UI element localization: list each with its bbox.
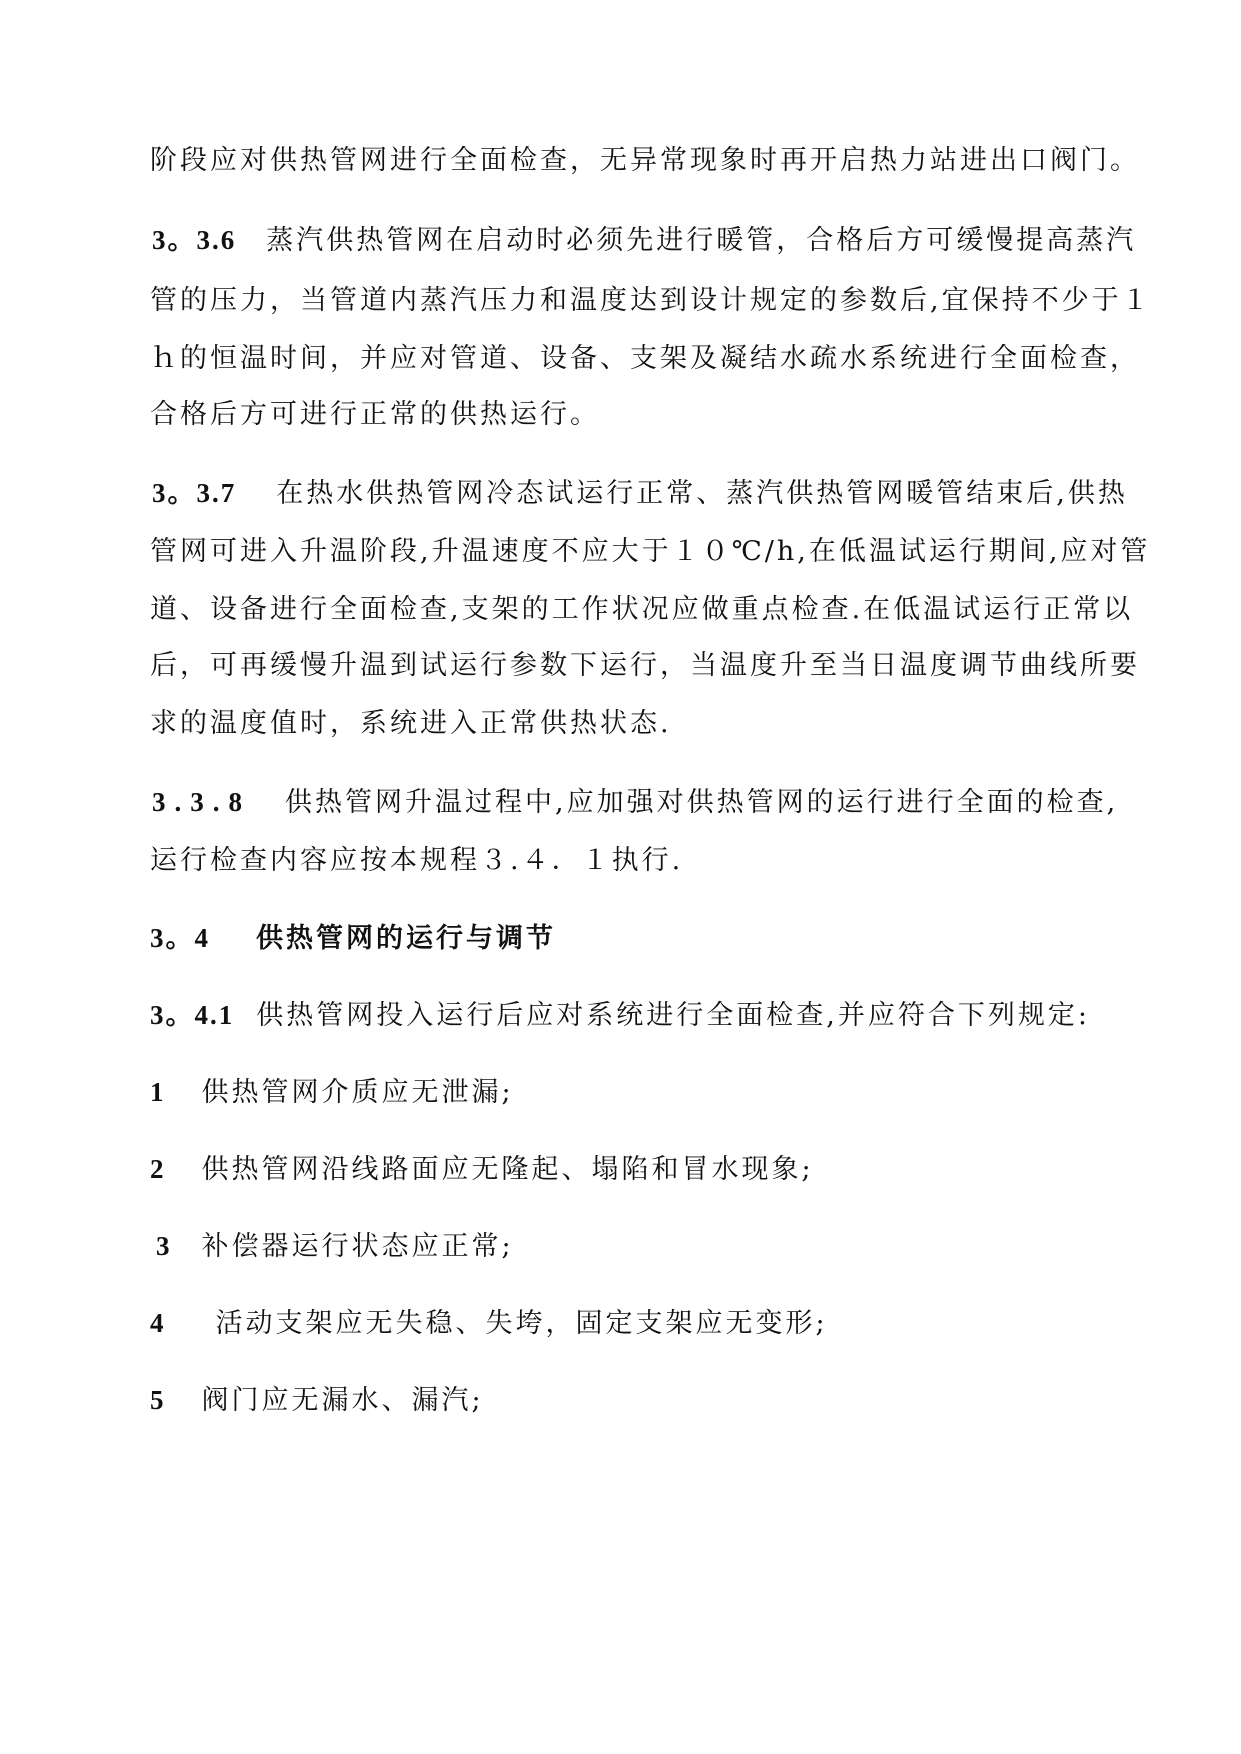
list-item-text: 补偿器运行状态应正常; — [201, 1231, 514, 1262]
list-item — [150, 1074, 1130, 1111]
section-number: 3。3.7 — [152, 478, 237, 508]
list-item — [150, 1305, 1130, 1342]
list-item-text: 供热管网沿线路面应无隆起、塌陷和冒水现象; — [201, 1154, 814, 1185]
section-3-3-8-line-1 — [152, 784, 1132, 821]
list-item — [156, 1228, 1136, 1265]
paragraph-text: 供热管网投入运行后应对系统进行全面检查,并应符合下列规定: — [256, 1000, 1090, 1031]
paragraph-line: ｈ的恒温时间，并应对管道、设备、支架及凝结水疏水系统进行全面检查， — [150, 343, 1140, 374]
list-item-number: 1 — [150, 1077, 166, 1107]
paragraph-line: 管网可进入升温阶段,升温速度不应大于１０℃/h,在低温试运行期间,应对管 — [150, 536, 1151, 567]
paragraph-text: 供热管网升温过程中,应加强对供热管网的运行进行全面的检查, — [285, 787, 1119, 818]
list-item-text: 活动支架应无失稳、失垮，固定支架应无变形; — [215, 1308, 828, 1339]
list-item-text: 供热管网介质应无泄漏; — [201, 1077, 514, 1108]
paragraph-line: 合格后方可进行正常的供热运行。 — [150, 399, 600, 430]
list-item-number: 5 — [150, 1385, 166, 1415]
paragraph-line: 后，可再缓慢升温到试运行参数下运行，当温度升至当日温度调节曲线所要 — [150, 650, 1140, 681]
section-number: 3.3.8 — [152, 787, 251, 817]
paragraph-text: 蒸汽供热管网在启动时必须先进行暖管，合格后方可缓慢提高蒸汽 — [266, 225, 1137, 256]
list-item-text: 阀门应无漏水、漏汽; — [201, 1385, 484, 1416]
list-item — [150, 1151, 1130, 1188]
list-item-number: 3 — [156, 1231, 172, 1261]
paragraph-line: 求的温度值时，系统进入正常供热状态. — [150, 708, 672, 739]
section-3-3-7-line-1 — [152, 475, 1132, 512]
list-item-number: 4 — [150, 1308, 166, 1338]
list-item-number: 2 — [150, 1154, 166, 1184]
section-number: 3。4.1 — [150, 1000, 235, 1030]
paragraph-line: 道、设备进行全面检查,支架的工作状况应做重点检查.在低温试运行正常以 — [150, 594, 1134, 625]
paragraph-text: 在热水供热管网冷态试运行正常、蒸汽供热管网暖管结束后,供热 — [276, 478, 1128, 509]
section-3-3-6-line-1 — [152, 222, 1137, 259]
paragraph-line: 阶段应对供热管网进行全面检查，无异常现象时再开启热力站进出口阀门。 — [150, 145, 1140, 176]
paragraph-line: 运行检查内容应按本规程３.４．１执行. — [150, 845, 684, 876]
paragraph-line: 管的压力，当管道内蒸汽压力和温度达到设计规定的参数后,宜保持不少于１ — [150, 285, 1152, 316]
section-number: 3。4 — [150, 923, 210, 953]
section-3-4-1-line-1 — [150, 997, 1130, 1034]
section-3-4-heading — [150, 920, 1130, 957]
list-item — [150, 1382, 1130, 1419]
section-title: 供热管网的运行与调节 — [256, 923, 556, 954]
section-number: 3。3.6 — [152, 225, 237, 255]
